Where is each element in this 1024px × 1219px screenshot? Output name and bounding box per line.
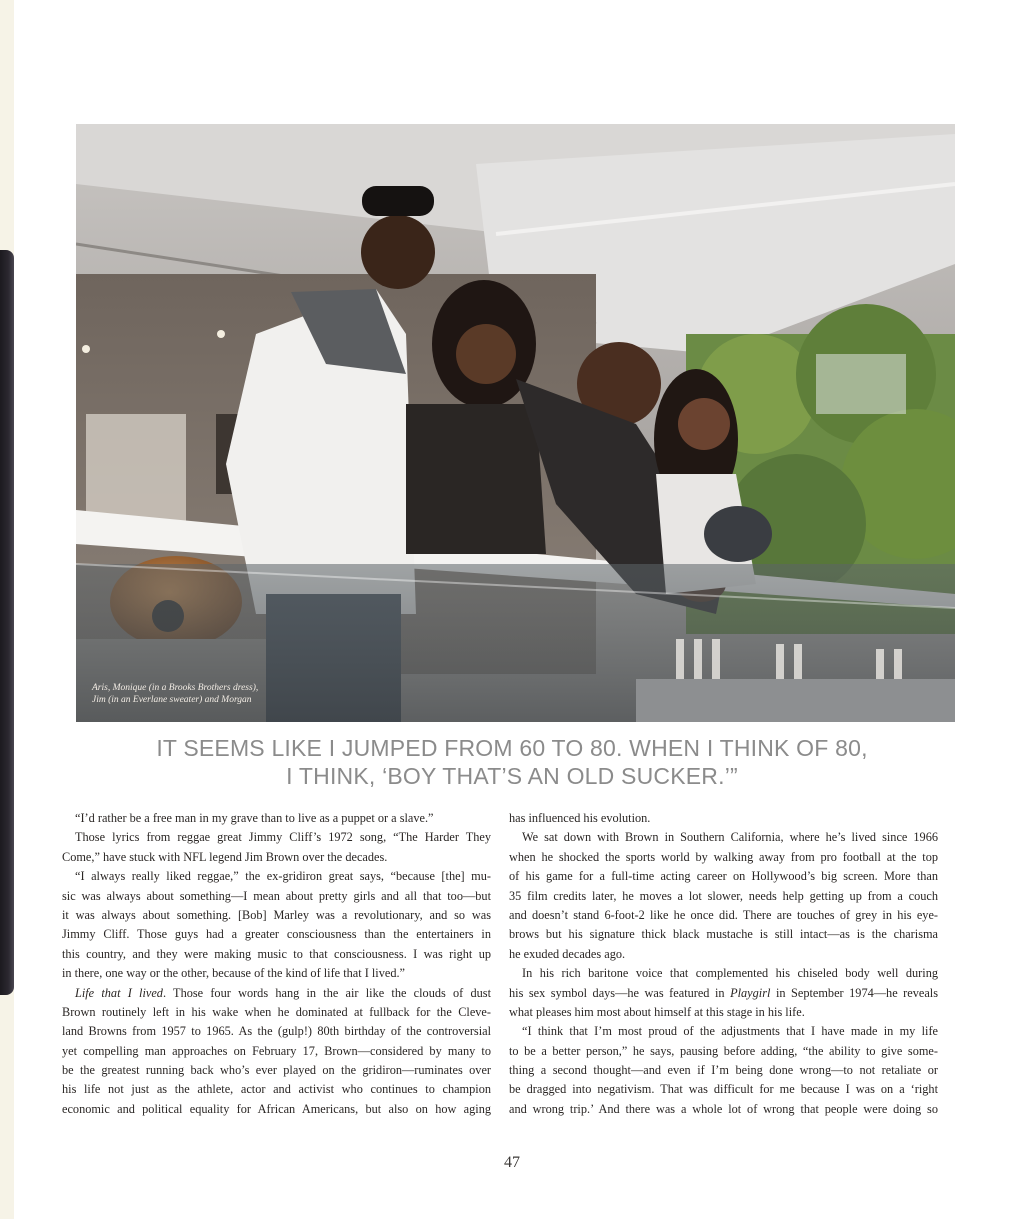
body-line: when he shocked the sports world by walking away from pro football at the top [509, 849, 938, 864]
body-line: We sat down with Brown in Southern California, where he’s lived since 1966 [522, 830, 938, 845]
body-line: be dragged into negativism. That was difficult for me because I was on a ‘right [509, 1082, 938, 1097]
photo-illustration [76, 124, 955, 722]
body-line: in there, one way or the other, because of the kind of life that I lived.” [62, 966, 406, 981]
body-line: be the greatest running back who’s ever played on the gridiron—ruminates over [62, 1063, 491, 1078]
family-photo [76, 124, 955, 722]
body-line: he exuded decades ago. [509, 946, 626, 961]
body-line: what pleases him most about himself at this stage in his life. [509, 1004, 805, 1019]
body-line: this country, and they were making music to that consciousness. I was right up [62, 946, 491, 961]
italic-phrase: Playgirl [730, 985, 771, 1000]
body-line: Brown routinely left in his wake when he dominated at fullback for the Cleve- [62, 1004, 491, 1019]
body-line: Jimmy Cliff. Those guys had a greater consciousness than the entertainers in [62, 927, 491, 942]
body-line: his life not just as the athlete, actor and activist who continues to champion [62, 1082, 491, 1097]
body-line: and doesn’t stand 6-foot-2 like he once did. There are touches of grey in his eye- [509, 907, 938, 922]
body-line: 35 film credits later, he moves a lot slower, needs help getting up from a couch [509, 888, 938, 903]
body-line: land Browns from 1957 to 1965. As the (gulp!) 80th birthday of the controversial [62, 1024, 491, 1039]
page-number: 47 [504, 1154, 520, 1171]
body-line: Those lyrics from reggae great Jimmy Cliff’s 1972 song, “The Harder They [75, 830, 491, 845]
body-line: Come,” have stuck with NFL legend Jim Brown over the decades. [62, 849, 388, 864]
caption-line: Aris, Monique (in a Brooks Brothers dress), [92, 683, 259, 693]
pull-quote-line: IT SEEMS LIKE I JUMPED FROM 60 TO 80. WHEN I THINK OF 80, [156, 735, 868, 761]
body-line: sic was always about something—I mean about pretty girls and all that too—but [62, 888, 491, 903]
body-line: his sex symbol days—he was featured in Playgirl in September 1974—he reveals [509, 985, 938, 1000]
photo-caption [92, 682, 258, 706]
body-column-left [62, 809, 491, 1119]
pull-quote [60, 734, 964, 790]
body-line: it was always about something. [Bob] Marley was a revolutionary, and so was [62, 907, 491, 922]
body-line: has influenced his evolution. [509, 811, 651, 825]
body-line: and wrong trip.’ And there was a whole lot of wrong that people were doing so [509, 1101, 938, 1116]
body-line: “I always really liked reggae,” the ex-gridiron great says, “because [the] mu- [75, 869, 491, 884]
body-line: brows but his signature thick black mustache is still intact—as is the charisma [509, 927, 938, 942]
body-line: to be a better person,” he says, pausing before adding, “the ability to give some- [509, 1043, 938, 1058]
body-line: of his game for a full-time acting career on Hollywood’s big screen. More than [509, 869, 938, 884]
body-line: thing a second thought—and even if I’m being done wrong—to not retaliate or [509, 1063, 938, 1078]
italic-phrase: Life that I lived [75, 985, 163, 1000]
body-line: “I think that I’m most proud of the adjustments that I have made in my life [522, 1024, 938, 1039]
body-line: In his rich baritone voice that complemented his chiseled body well during [522, 966, 938, 981]
body-column-right [509, 809, 938, 1119]
caption-line: Jim (in an Everlane sweater) and Morgan [92, 695, 252, 705]
body-line: yet compelling man approaches on February 17, Brown—considered by many to [62, 1043, 491, 1058]
body-line: “I’d rather be a free man in my grave than to live as a puppet or a slave.” [75, 811, 434, 825]
pull-quote-line: I THINK, ‘BOY THAT’S AN OLD SUCKER.’” [286, 763, 738, 789]
body-line: economic and political equality for African Americans, but also on how aging [62, 1101, 491, 1116]
body-line: Life that I lived. Those four words hang in the air like the clouds of dust [75, 985, 491, 1000]
facing-page-bleed [0, 250, 14, 995]
